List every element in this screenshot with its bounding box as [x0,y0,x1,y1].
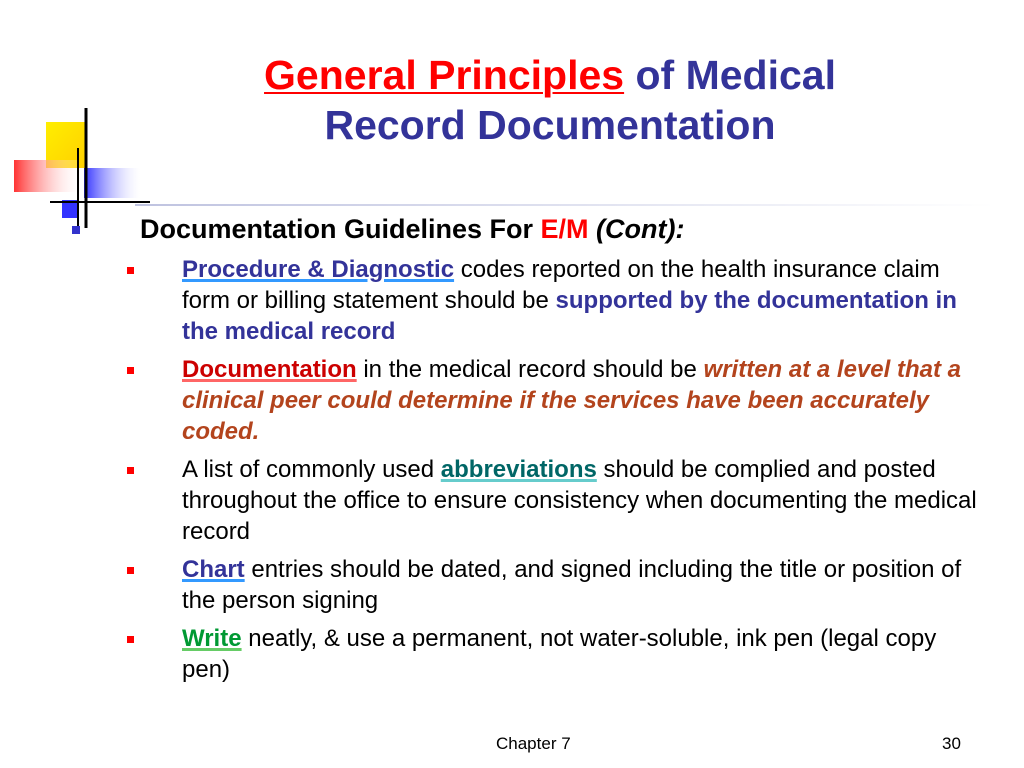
bullet-icon [127,567,134,574]
item-keyword: Documentation [182,356,357,383]
item-text: in the medical record should be [356,356,704,383]
footer-chapter: Chapter 7 [496,734,571,753]
bullet-icon [127,636,134,643]
level1-heading [140,210,1000,248]
item-emphasis: written at a level that a clinical peer could determine if the services have been accurately coded. [182,356,961,445]
item-keyword: Chart [182,556,245,583]
list-item [120,454,980,547]
title-rest: of Medical [624,52,836,98]
bullet-icon [127,267,134,274]
title-line2: Record Documentation [324,102,776,148]
level1-em: E/M [540,214,589,244]
item-emphasis: supported by the documentation in the medical record [182,287,957,345]
bullet-icon [127,367,134,374]
title-highlight: General Principles [264,52,625,98]
item-keyword: abbreviations [440,456,597,483]
item-pre: A list of commonly used [182,456,441,483]
bullet-list [120,254,980,692]
list-item [120,554,980,616]
item-keyword: Procedure & Diagnostic [182,256,455,283]
title-divider [135,204,995,206]
item-text: codes reported on the health insurance claim form or billing statement should be [182,256,940,314]
level1-cont: (Cont): [588,214,685,244]
list-item [120,623,980,685]
bullet-icon [127,467,134,474]
list-item [120,354,980,447]
level1-text: Documentation Guidelines For [140,214,541,244]
item-text: neatly, & use a permanent, not water-soluble, ink pen (legal copy pen) [182,625,937,683]
list-item [120,254,980,347]
item-text: entries should be dated, and signed including the title or position of the person signing [182,556,962,614]
level1-bullet-icon [72,226,80,234]
slide-title [140,50,960,150]
page-number: 30 [942,734,961,753]
decorative-squares [0,100,150,240]
item-text: should be complied and posted throughout the office to ensure consistency when documenting the medical record [182,456,977,545]
item-keyword: Write [182,625,242,652]
